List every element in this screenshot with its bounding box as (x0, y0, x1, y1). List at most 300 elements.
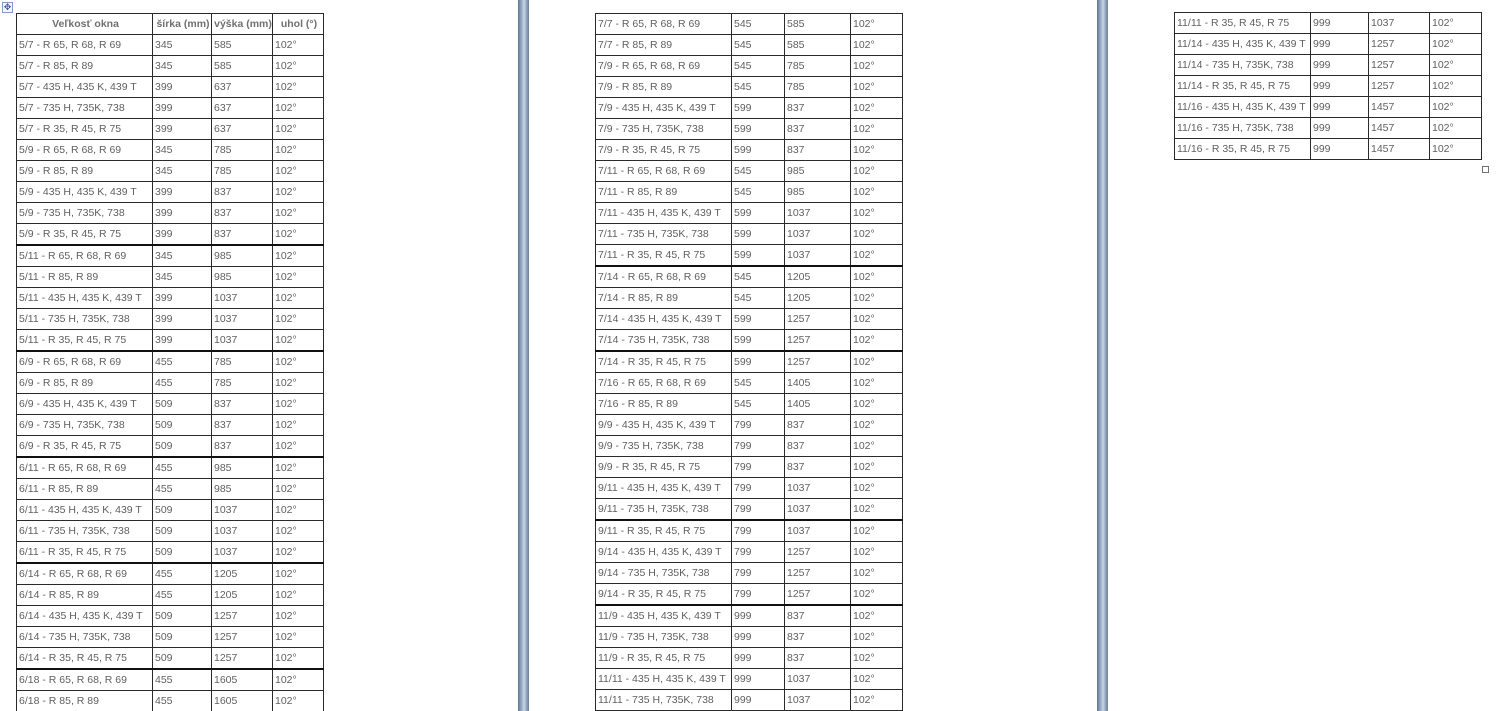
table-row (17, 394, 324, 415)
cell-angle: 102° (851, 542, 903, 563)
cell-window-size: 5/11 - R 35, R 45, R 75 (17, 330, 153, 352)
cell-height: 1037 (212, 288, 273, 309)
cell-window-size: 7/11 - R 35, R 45, R 75 (596, 245, 732, 267)
cell-angle: 102° (273, 330, 324, 352)
cell-width: 399 (153, 330, 212, 352)
cell-angle: 102° (851, 563, 903, 584)
cell-angle: 102° (273, 161, 324, 182)
cell-height: 1037 (785, 245, 851, 267)
cell-height: 837 (785, 457, 851, 478)
cell-width: 399 (153, 77, 212, 98)
cell-angle: 102° (273, 35, 324, 56)
table-row (17, 98, 324, 119)
cell-angle: 102° (1430, 55, 1482, 76)
cell-height: 1405 (785, 373, 851, 394)
table-row (596, 499, 903, 521)
header-height: výška (mm) (212, 14, 273, 35)
cell-angle: 102° (273, 140, 324, 161)
table-row (17, 691, 324, 711)
cell-window-size: 9/14 - 735 H, 735K, 738 (596, 563, 732, 584)
cell-angle: 102° (851, 669, 903, 690)
cell-height: 1037 (212, 521, 273, 542)
cell-width: 545 (732, 35, 785, 56)
table-row (17, 606, 324, 627)
cell-width: 399 (153, 119, 212, 140)
cell-width: 545 (732, 288, 785, 309)
cell-width: 799 (732, 415, 785, 436)
cell-angle: 102° (851, 690, 903, 711)
cell-angle: 102° (273, 500, 324, 521)
cell-width: 999 (1311, 97, 1369, 118)
cell-window-size: 7/9 - R 65, R 68, R 69 (596, 56, 732, 77)
cell-window-size: 7/16 - R 85, R 89 (596, 394, 732, 415)
cell-angle: 102° (273, 182, 324, 203)
cell-angle: 102° (851, 436, 903, 457)
cell-width: 999 (1311, 13, 1369, 34)
cell-angle: 102° (273, 203, 324, 224)
cell-angle: 102° (851, 457, 903, 478)
cell-height: 1257 (785, 584, 851, 606)
table-row (17, 309, 324, 330)
cell-angle: 102° (273, 56, 324, 77)
cell-window-size: 9/14 - 435 H, 435 K, 439 T (596, 542, 732, 563)
cell-angle: 102° (851, 245, 903, 267)
cell-window-size: 5/7 - 735 H, 735K, 738 (17, 98, 153, 119)
table-row (596, 77, 903, 98)
cell-window-size: 9/9 - 435 H, 435 K, 439 T (596, 415, 732, 436)
table-row (596, 245, 903, 267)
cell-height: 837 (785, 415, 851, 436)
table-row (596, 584, 903, 606)
table-row (17, 182, 324, 203)
table-row (596, 563, 903, 584)
table-row (596, 373, 903, 394)
cell-window-size: 7/11 - R 85, R 89 (596, 182, 732, 203)
cell-height: 785 (785, 56, 851, 77)
cell-width: 999 (1311, 76, 1369, 97)
table-row (596, 605, 903, 627)
cell-width: 545 (732, 394, 785, 415)
cell-window-size: 5/7 - 435 H, 435 K, 439 T (17, 77, 153, 98)
cell-window-size: 6/14 - 435 H, 435 K, 439 T (17, 606, 153, 627)
cell-width: 599 (732, 119, 785, 140)
cell-angle: 102° (273, 245, 324, 267)
cell-height: 637 (212, 98, 273, 119)
cell-window-size: 6/11 - 735 H, 735K, 738 (17, 521, 153, 542)
cell-window-size: 7/7 - R 85, R 89 (596, 35, 732, 56)
cell-width: 455 (153, 563, 212, 585)
cell-window-size: 6/9 - R 65, R 68, R 69 (17, 351, 153, 373)
cell-window-size: 7/11 - 735 H, 735K, 738 (596, 224, 732, 245)
table-row (17, 140, 324, 161)
cell-height: 985 (785, 161, 851, 182)
cell-width: 455 (153, 585, 212, 606)
cell-width: 345 (153, 140, 212, 161)
table-row (596, 98, 903, 119)
cell-width: 599 (732, 224, 785, 245)
cell-angle: 102° (273, 479, 324, 500)
cell-angle: 102° (273, 606, 324, 627)
cell-window-size: 6/14 - 735 H, 735K, 738 (17, 627, 153, 648)
cell-height: 1605 (212, 669, 273, 691)
cell-height: 837 (212, 224, 273, 246)
cell-height: 1457 (1369, 139, 1430, 160)
table-row (596, 330, 903, 352)
table-row (17, 479, 324, 500)
table-row (17, 500, 324, 521)
cell-angle: 102° (273, 457, 324, 479)
cell-angle: 102° (273, 648, 324, 670)
cell-height: 837 (785, 648, 851, 669)
cell-angle: 102° (851, 415, 903, 436)
cell-height: 1037 (212, 330, 273, 352)
cell-angle: 102° (851, 584, 903, 606)
table-row (17, 585, 324, 606)
table-row (596, 457, 903, 478)
table-row (17, 669, 324, 691)
cell-window-size: 11/9 - 435 H, 435 K, 439 T (596, 605, 732, 627)
cell-angle: 102° (273, 394, 324, 415)
table-row (17, 35, 324, 56)
table-row (596, 542, 903, 563)
cell-height: 1037 (785, 669, 851, 690)
cell-window-size: 6/11 - R 85, R 89 (17, 479, 153, 500)
cell-width: 599 (732, 245, 785, 267)
cell-window-size: 6/14 - R 65, R 68, R 69 (17, 563, 153, 585)
cell-width: 799 (732, 436, 785, 457)
document-page-1 (0, 0, 518, 711)
cell-width: 599 (732, 98, 785, 119)
cell-angle: 102° (273, 309, 324, 330)
cell-height: 1037 (785, 203, 851, 224)
cell-window-size: 6/9 - R 35, R 45, R 75 (17, 436, 153, 458)
cell-angle: 102° (851, 499, 903, 521)
cell-width: 345 (153, 245, 212, 267)
cell-width: 399 (153, 309, 212, 330)
cell-window-size: 5/11 - R 85, R 89 (17, 267, 153, 288)
cell-width: 799 (732, 499, 785, 521)
cell-width: 599 (732, 330, 785, 352)
table-row (596, 140, 903, 161)
cell-height: 1205 (212, 585, 273, 606)
cell-width: 999 (1311, 118, 1369, 139)
cell-width: 545 (732, 373, 785, 394)
cell-height: 1037 (785, 478, 851, 499)
table-row (17, 648, 324, 670)
cell-window-size: 7/9 - R 85, R 89 (596, 77, 732, 98)
cell-width: 399 (153, 224, 212, 246)
cell-window-size: 7/11 - 435 H, 435 K, 439 T (596, 203, 732, 224)
cell-height: 985 (785, 182, 851, 203)
cell-width: 509 (153, 606, 212, 627)
cell-height: 637 (212, 119, 273, 140)
cell-window-size: 9/11 - 435 H, 435 K, 439 T (596, 478, 732, 499)
cell-angle: 102° (1430, 34, 1482, 55)
cell-window-size: 7/14 - 735 H, 735K, 738 (596, 330, 732, 352)
table-row (17, 563, 324, 585)
table-row (17, 330, 324, 352)
cell-height: 585 (212, 56, 273, 77)
table-row (596, 351, 903, 373)
cell-height: 837 (785, 119, 851, 140)
cell-width: 509 (153, 542, 212, 564)
cell-angle: 102° (273, 669, 324, 691)
cell-height: 1257 (212, 606, 273, 627)
cell-width: 345 (153, 35, 212, 56)
cell-height: 785 (212, 351, 273, 373)
cell-window-size: 7/14 - R 85, R 89 (596, 288, 732, 309)
cell-angle: 102° (273, 563, 324, 585)
cell-window-size: 11/9 - R 35, R 45, R 75 (596, 648, 732, 669)
cell-width: 599 (732, 140, 785, 161)
cell-width: 999 (732, 627, 785, 648)
cell-angle: 102° (851, 203, 903, 224)
cell-angle: 102° (851, 140, 903, 161)
cell-angle: 102° (851, 77, 903, 98)
cell-width: 999 (732, 690, 785, 711)
cell-window-size: 11/16 - 435 H, 435 K, 439 T (1175, 97, 1311, 118)
cell-height: 837 (785, 436, 851, 457)
cell-height: 1257 (212, 627, 273, 648)
cell-window-size: 11/11 - 735 H, 735K, 738 (596, 690, 732, 711)
cell-window-size: 11/14 - 435 H, 435 K, 439 T (1175, 34, 1311, 55)
cell-height: 1257 (1369, 76, 1430, 97)
cell-angle: 102° (851, 520, 903, 542)
cell-height: 1257 (212, 648, 273, 670)
table-row (596, 478, 903, 499)
cell-width: 999 (1311, 55, 1369, 76)
cell-window-size: 5/11 - R 65, R 68, R 69 (17, 245, 153, 267)
cell-width: 545 (732, 77, 785, 98)
cell-angle: 102° (273, 373, 324, 394)
cell-window-size: 9/9 - 735 H, 735K, 738 (596, 436, 732, 457)
cell-angle: 102° (1430, 118, 1482, 139)
cell-angle: 102° (273, 585, 324, 606)
cell-height: 1257 (785, 542, 851, 563)
cell-angle: 102° (273, 119, 324, 140)
cell-angle: 102° (273, 288, 324, 309)
table-row (17, 373, 324, 394)
table-row (596, 14, 903, 35)
header-window-size: Veľkosť okna (17, 14, 153, 35)
cell-window-size: 5/7 - R 65, R 68, R 69 (17, 35, 153, 56)
header-angle: uhol (°) (273, 14, 324, 35)
cell-angle: 102° (1430, 97, 1482, 118)
cell-height: 837 (785, 627, 851, 648)
table-row (1175, 118, 1482, 139)
page-gutter (518, 0, 529, 711)
cell-height: 985 (212, 245, 273, 267)
cell-height: 585 (212, 35, 273, 56)
cell-height: 1257 (785, 351, 851, 373)
cell-height: 837 (785, 605, 851, 627)
cell-angle: 102° (273, 521, 324, 542)
cell-window-size: 7/7 - R 65, R 68, R 69 (596, 14, 732, 35)
table-row (596, 288, 903, 309)
table-row (1175, 76, 1482, 97)
cell-height: 1205 (785, 266, 851, 288)
table-row (596, 627, 903, 648)
cell-width: 545 (732, 14, 785, 35)
cell-width: 999 (1311, 34, 1369, 55)
cell-width: 399 (153, 203, 212, 224)
cell-window-size: 11/14 - R 35, R 45, R 75 (1175, 76, 1311, 97)
cell-angle: 102° (273, 98, 324, 119)
cell-window-size: 9/14 - R 35, R 45, R 75 (596, 584, 732, 606)
cell-width: 599 (732, 351, 785, 373)
cell-width: 799 (732, 520, 785, 542)
cell-height: 1037 (785, 499, 851, 521)
cell-width: 509 (153, 500, 212, 521)
cell-width: 509 (153, 521, 212, 542)
cell-window-size: 5/9 - R 35, R 45, R 75 (17, 224, 153, 246)
cell-width: 545 (732, 182, 785, 203)
cell-window-size: 6/14 - R 85, R 89 (17, 585, 153, 606)
table-row (17, 161, 324, 182)
cell-width: 545 (732, 56, 785, 77)
cell-window-size: 6/11 - R 65, R 68, R 69 (17, 457, 153, 479)
cell-window-size: 5/9 - R 85, R 89 (17, 161, 153, 182)
cell-angle: 102° (1430, 139, 1482, 160)
cell-window-size: 11/9 - 735 H, 735K, 738 (596, 627, 732, 648)
window-size-table-page-3 (1174, 12, 1482, 160)
cell-window-size: 11/11 - R 35, R 45, R 75 (1175, 13, 1311, 34)
window-size-table-page-2 (595, 13, 903, 711)
cell-height: 837 (785, 98, 851, 119)
cell-width: 399 (153, 182, 212, 203)
cell-angle: 102° (851, 14, 903, 35)
cell-angle: 102° (851, 119, 903, 140)
table-row (1175, 13, 1482, 34)
table-row (596, 415, 903, 436)
cell-angle: 102° (851, 56, 903, 77)
cell-width: 799 (732, 457, 785, 478)
cell-width: 345 (153, 56, 212, 77)
cell-window-size: 5/9 - 435 H, 435 K, 439 T (17, 182, 153, 203)
cell-height: 1037 (212, 309, 273, 330)
table-row (17, 119, 324, 140)
cell-height: 785 (212, 140, 273, 161)
cell-width: 799 (732, 478, 785, 499)
table-move-handle-icon[interactable]: ✥ (3, 2, 12, 12)
cell-height: 1037 (785, 224, 851, 245)
cell-window-size: 6/9 - 735 H, 735K, 738 (17, 415, 153, 436)
cell-window-size: 6/9 - R 85, R 89 (17, 373, 153, 394)
table-row (1175, 139, 1482, 160)
cell-height: 837 (212, 203, 273, 224)
table-row (596, 669, 903, 690)
table-resize-handle[interactable] (1482, 166, 1489, 173)
cell-angle: 102° (851, 478, 903, 499)
cell-height: 837 (212, 415, 273, 436)
table-row (596, 35, 903, 56)
cell-window-size: 6/18 - R 85, R 89 (17, 691, 153, 711)
table-header-row (17, 14, 324, 35)
table-row (17, 288, 324, 309)
cell-height: 1605 (212, 691, 273, 711)
window-size-table-page-1 (16, 13, 324, 711)
page-gutter (1097, 0, 1108, 711)
cell-width: 999 (732, 669, 785, 690)
cell-width: 455 (153, 691, 212, 711)
cell-window-size: 11/16 - 735 H, 735K, 738 (1175, 118, 1311, 139)
cell-width: 545 (732, 266, 785, 288)
cell-height: 1257 (785, 309, 851, 330)
document-page-3 (1108, 0, 1506, 711)
cell-angle: 102° (851, 373, 903, 394)
table-row (1175, 55, 1482, 76)
cell-width: 999 (1311, 139, 1369, 160)
cell-width: 455 (153, 479, 212, 500)
cell-width: 509 (153, 627, 212, 648)
cell-angle: 102° (1430, 13, 1482, 34)
cell-angle: 102° (273, 542, 324, 564)
cell-height: 785 (212, 161, 273, 182)
cell-window-size: 7/14 - 435 H, 435 K, 439 T (596, 309, 732, 330)
table-row (17, 77, 324, 98)
cell-width: 455 (153, 373, 212, 394)
table-row (17, 542, 324, 564)
cell-angle: 102° (851, 330, 903, 352)
table-row (1175, 34, 1482, 55)
table-row (1175, 97, 1482, 118)
cell-height: 985 (212, 267, 273, 288)
cell-window-size: 5/9 - 735 H, 735K, 738 (17, 203, 153, 224)
cell-window-size: 9/11 - R 35, R 45, R 75 (596, 520, 732, 542)
cell-angle: 102° (851, 161, 903, 182)
table-row (17, 436, 324, 458)
cell-height: 837 (785, 140, 851, 161)
cell-height: 1257 (1369, 34, 1430, 55)
cell-angle: 102° (273, 691, 324, 711)
cell-window-size: 6/9 - 435 H, 435 K, 439 T (17, 394, 153, 415)
header-width: šírka (mm) (153, 14, 212, 35)
table-row (17, 203, 324, 224)
cell-angle: 102° (851, 394, 903, 415)
cell-window-size: 5/9 - R 65, R 68, R 69 (17, 140, 153, 161)
cell-height: 1457 (1369, 118, 1430, 139)
cell-width: 799 (732, 584, 785, 606)
cell-angle: 102° (851, 35, 903, 56)
table-row (17, 627, 324, 648)
cell-width: 999 (732, 605, 785, 627)
cell-height: 1037 (212, 500, 273, 521)
cell-angle: 102° (273, 436, 324, 458)
cell-width: 509 (153, 648, 212, 670)
cell-angle: 102° (851, 288, 903, 309)
cell-height: 1037 (785, 520, 851, 542)
cell-window-size: 7/11 - R 65, R 68, R 69 (596, 161, 732, 182)
cell-angle: 102° (851, 224, 903, 245)
cell-width: 509 (153, 394, 212, 415)
cell-angle: 102° (273, 415, 324, 436)
table-row (17, 56, 324, 77)
table-row (596, 520, 903, 542)
table-row (596, 690, 903, 711)
cell-width: 455 (153, 457, 212, 479)
cell-width: 399 (153, 288, 212, 309)
table-row (596, 266, 903, 288)
table-row (596, 56, 903, 77)
cell-angle: 102° (273, 267, 324, 288)
cell-width: 509 (153, 415, 212, 436)
cell-height: 1037 (212, 542, 273, 564)
cell-window-size: 11/16 - R 35, R 45, R 75 (1175, 139, 1311, 160)
cell-height: 785 (212, 373, 273, 394)
cell-width: 455 (153, 669, 212, 691)
cell-height: 785 (785, 77, 851, 98)
cell-height: 837 (212, 394, 273, 415)
